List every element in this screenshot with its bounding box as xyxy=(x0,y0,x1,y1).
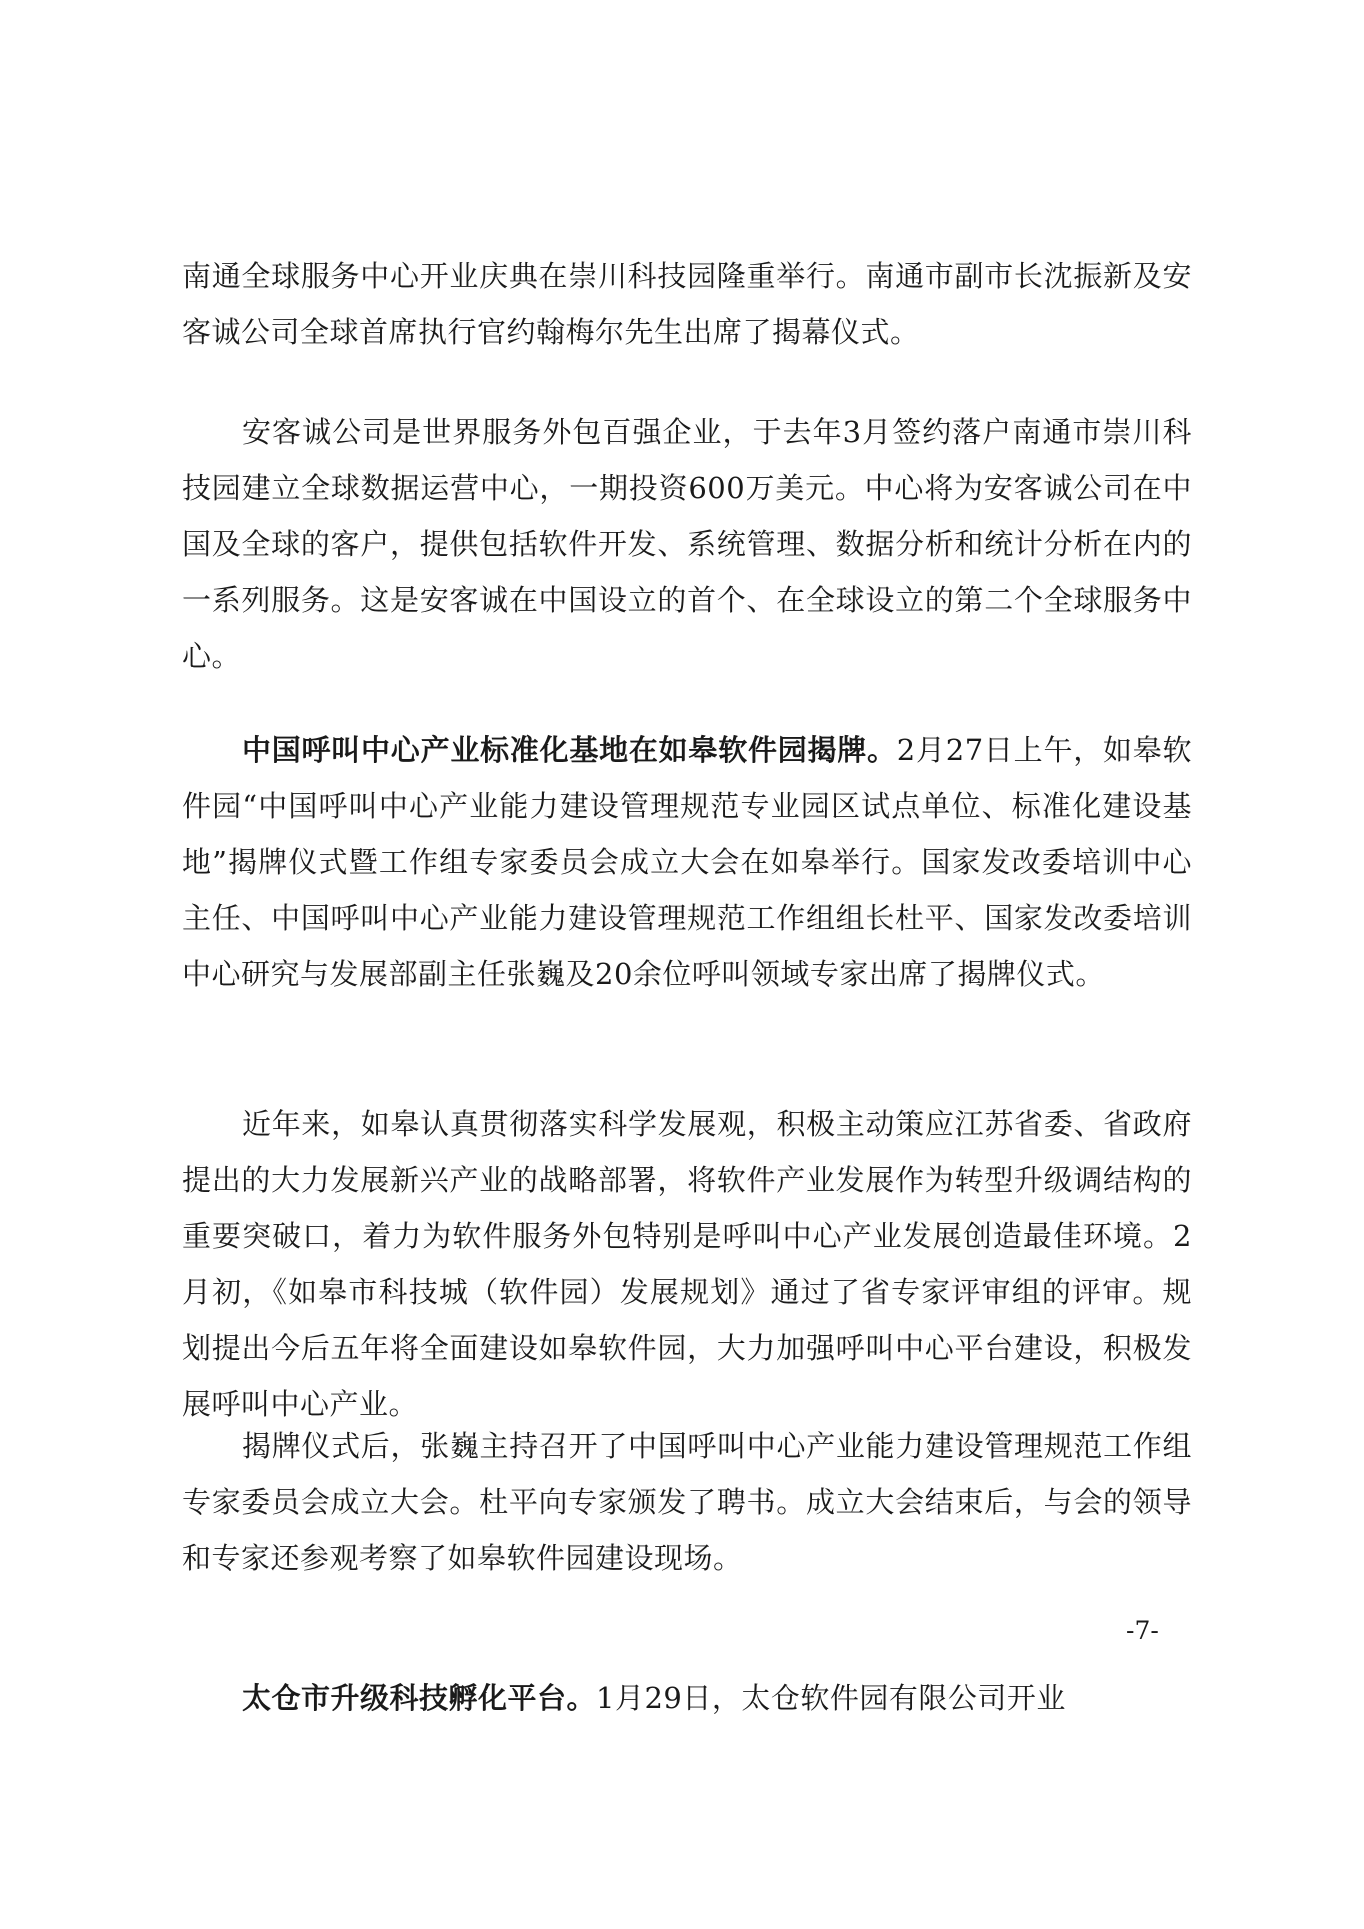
paragraph-nantong-opening: 南通全球服务中心开业庆典在崇川科技园隆重举行。南通市副市长沈振新及安客诚公司全球首席执行官约翰梅尔先生出席了揭幕仪式。 xyxy=(182,259,1192,349)
paragraph-acxiom-intro: 安客诚公司是世界服务外包百强企业，于去年3月签约落户南通市崇川科技园建立全球数据运营中心，一期投资600万美元。中心将为安客诚公司在中国及全球的客户，提供包括软件开发、系统管理、数据分析和统计分析在内的一系列服务。这是安客诚在中国设立的首个、在全球设立的第二个全球服务中心。 xyxy=(182,415,1192,673)
paragraph-expert-committee: 揭牌仪式后，张巍主持召开了中国呼叫中心产业能力建设管理规范工作组专家委员会成立大会。杜平向专家颁发了聘书。成立大会结束后，与会的领导和专家还参观考察了如皋软件园建设现场。 xyxy=(182,1429,1192,1575)
page-number: -7- xyxy=(1126,1616,1159,1645)
paragraph-rugao-development: 近年来，如皋认真贯彻落实科学发展观，积极主动策应江苏省委、省政府提出的大力发展新兴产业的战略部署，将软件产业发展作为转型升级调结构的重要突破口，着力为软件服务外包特别是呼叫中心产业发展创造最佳环境。2月初，《如皋市科技城（软件园）发展规划》通过了省专家评审组的评审。规划提出今后五年将全面建设如皋软件园，大力加强呼叫中心平台建设，积极发展呼叫中心产业。 xyxy=(182,1107,1192,1421)
paragraph-rugao-callcenter xyxy=(182,722,1192,1002)
section-heading-taicang: 太仓市升级科技孵化平台。 xyxy=(242,1681,597,1715)
paragraph-taicang-incubation xyxy=(182,1670,1192,1726)
paragraph-rugao-body: 2月27日上午，如皋软件园“中国呼叫中心产业能力建设管理规范专业园区试点单位、标准化建设基地”揭牌仪式暨工作组专家委员会成立大会在如皋举行。国家发改委培训中心主任、中国呼叫中心产业能力建设管理规范工作组组长杜平、国家发改委培训中心研究与发展部副主任张巍及20余位呼叫领域专家出席了揭牌仪式。 xyxy=(182,733,1192,991)
paragraph-taicang-body: 1月29日，太仓软件园有限公司开业 xyxy=(596,1681,1066,1715)
section-heading-rugao: 中国呼叫中心产业标准化基地在如皋软件园揭牌。 xyxy=(242,733,897,767)
